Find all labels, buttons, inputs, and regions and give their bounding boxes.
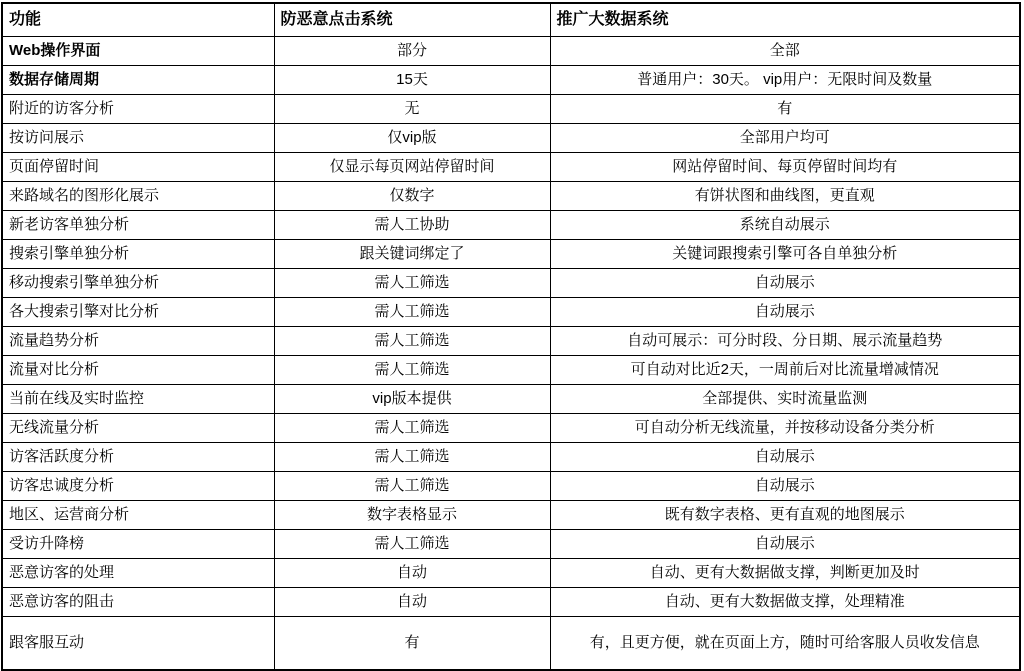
cell-big-data-system: 自动展示	[550, 530, 1020, 559]
cell-big-data-system: 系统自动展示	[550, 211, 1020, 240]
cell-anti-click-system: 仅数字	[274, 182, 550, 211]
column-header-big-data-system: 推广大数据系统	[550, 3, 1020, 37]
cell-feature: 页面停留时间	[2, 153, 274, 182]
cell-big-data-system: 普通用户：30天。 vip用户：无限时间及数量	[550, 66, 1020, 95]
table-row	[2, 327, 1020, 356]
cell-big-data-system: 既有数字表格、更有直观的地图展示	[550, 501, 1020, 530]
table-row	[2, 617, 1020, 671]
cell-big-data-system: 有饼状图和曲线图，更直观	[550, 182, 1020, 211]
table-row	[2, 66, 1020, 95]
table-row	[2, 472, 1020, 501]
cell-feature: 来路域名的图形化展示	[2, 182, 274, 211]
cell-big-data-system: 全部提供、实时流量监测	[550, 385, 1020, 414]
table-row	[2, 95, 1020, 124]
table-row	[2, 182, 1020, 211]
cell-anti-click-system: 需人工筛选	[274, 356, 550, 385]
cell-anti-click-system: 需人工筛选	[274, 472, 550, 501]
cell-feature: 当前在线及实时监控	[2, 385, 274, 414]
cell-feature: 各大搜索引擎对比分析	[2, 298, 274, 327]
cell-big-data-system: 全部用户均可	[550, 124, 1020, 153]
cell-big-data-system: 关键词跟搜索引擎可各自单独分析	[550, 240, 1020, 269]
cell-anti-click-system: 需人工筛选	[274, 327, 550, 356]
cell-big-data-system: 自动可展示：可分时段、分日期、展示流量趋势	[550, 327, 1020, 356]
table-row	[2, 414, 1020, 443]
cell-feature: 附近的访客分析	[2, 95, 274, 124]
cell-feature: 流量对比分析	[2, 356, 274, 385]
table-row	[2, 240, 1020, 269]
cell-anti-click-system: 需人工筛选	[274, 530, 550, 559]
cell-big-data-system: 有，且更方便，就在页面上方，随时可给客服人员收发信息	[550, 617, 1020, 671]
table-body	[2, 37, 1020, 671]
table-header	[2, 3, 1020, 37]
cell-feature: 跟客服互动	[2, 617, 274, 671]
cell-feature: 地区、运营商分析	[2, 501, 274, 530]
cell-feature: 数据存储周期	[2, 66, 274, 95]
column-header-feature: 功能	[2, 3, 274, 37]
table-row	[2, 501, 1020, 530]
cell-anti-click-system: 部分	[274, 37, 550, 66]
feature-comparison-table	[1, 2, 1021, 671]
table-row	[2, 530, 1020, 559]
column-header-anti-click-system: 防恶意点击系统	[274, 3, 550, 37]
cell-big-data-system: 可自动分析无线流量，并按移动设备分类分析	[550, 414, 1020, 443]
cell-big-data-system: 自动、更有大数据做支撑，判断更加及时	[550, 559, 1020, 588]
table-row	[2, 153, 1020, 182]
cell-big-data-system: 自动展示	[550, 298, 1020, 327]
cell-big-data-system: 自动展示	[550, 443, 1020, 472]
cell-anti-click-system: 仅vip版	[274, 124, 550, 153]
table-row	[2, 559, 1020, 588]
cell-feature: 访客忠诚度分析	[2, 472, 274, 501]
table-row	[2, 588, 1020, 617]
cell-big-data-system: 可自动对比近2天，一周前后对比流量增减情况	[550, 356, 1020, 385]
cell-big-data-system: 网站停留时间、每页停留时间均有	[550, 153, 1020, 182]
cell-anti-click-system: 需人工协助	[274, 211, 550, 240]
table-row	[2, 269, 1020, 298]
cell-anti-click-system: 数字表格显示	[274, 501, 550, 530]
table-row	[2, 385, 1020, 414]
table-row	[2, 124, 1020, 153]
cell-big-data-system: 自动、更有大数据做支撑，处理精准	[550, 588, 1020, 617]
cell-feature: 无线流量分析	[2, 414, 274, 443]
table-row	[2, 211, 1020, 240]
cell-big-data-system: 自动展示	[550, 269, 1020, 298]
cell-anti-click-system: 跟关键词绑定了	[274, 240, 550, 269]
cell-anti-click-system: 仅显示每页网站停留时间	[274, 153, 550, 182]
cell-big-data-system: 有	[550, 95, 1020, 124]
cell-anti-click-system: 需人工筛选	[274, 443, 550, 472]
cell-feature: 搜索引擎单独分析	[2, 240, 274, 269]
cell-anti-click-system: 需人工筛选	[274, 269, 550, 298]
cell-feature: 流量趋势分析	[2, 327, 274, 356]
table-header-row	[2, 3, 1020, 37]
cell-anti-click-system: 自动	[274, 559, 550, 588]
cell-feature: 移动搜索引擎单独分析	[2, 269, 274, 298]
cell-anti-click-system: 自动	[274, 588, 550, 617]
cell-feature: 受访升降榜	[2, 530, 274, 559]
cell-feature: 恶意访客的阻击	[2, 588, 274, 617]
table-row	[2, 356, 1020, 385]
table-row	[2, 443, 1020, 472]
table-row	[2, 298, 1020, 327]
cell-big-data-system: 自动展示	[550, 472, 1020, 501]
cell-feature: Web操作界面	[2, 37, 274, 66]
cell-anti-click-system: 无	[274, 95, 550, 124]
cell-feature: 新老访客单独分析	[2, 211, 274, 240]
cell-anti-click-system: 需人工筛选	[274, 298, 550, 327]
cell-anti-click-system: vip版本提供	[274, 385, 550, 414]
cell-big-data-system: 全部	[550, 37, 1020, 66]
cell-anti-click-system: 15天	[274, 66, 550, 95]
cell-anti-click-system: 需人工筛选	[274, 414, 550, 443]
cell-feature: 按访问展示	[2, 124, 274, 153]
cell-anti-click-system: 有	[274, 617, 550, 671]
cell-feature: 恶意访客的处理	[2, 559, 274, 588]
table-row	[2, 37, 1020, 66]
cell-feature: 访客活跃度分析	[2, 443, 274, 472]
